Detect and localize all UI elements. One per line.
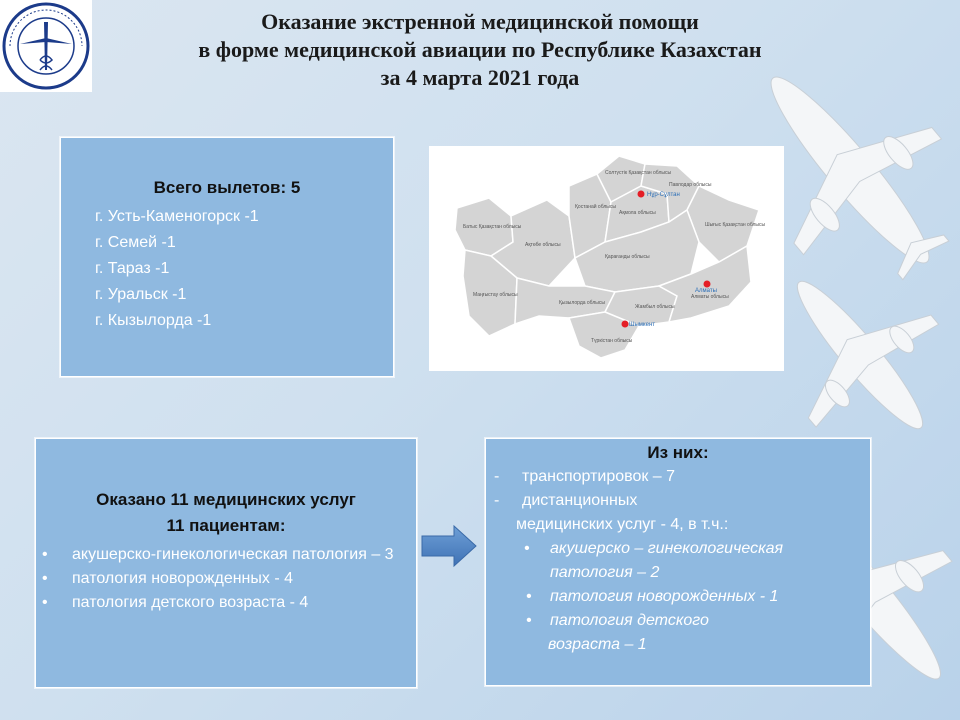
dash-icon: - — [494, 492, 500, 509]
list-item — [486, 585, 870, 609]
flight-city-4: г. Уральск -1 — [95, 286, 187, 303]
list-item — [36, 543, 416, 567]
flights-heading: Всего вылетов: 5 — [153, 178, 301, 197]
map-label-zko: Батыс Қазақстан облысы — [463, 224, 522, 230]
map-marker-nursultan — [638, 191, 645, 198]
map-label-kyzylorda: Қызылорда облысы — [559, 300, 605, 306]
flight-city-5: г. Кызылорда -1 — [95, 312, 212, 329]
map-label-pavlodar: Павлодар облысы — [669, 182, 712, 188]
map-label-mangystau: Маңғыстау облысы — [473, 292, 518, 298]
remote-text-line-2: медицинских услуг - 4, в т.ч.: — [516, 516, 729, 533]
bullet-icon: • — [526, 612, 532, 629]
map-label-karaganda: Қарағанды облысы — [605, 254, 650, 260]
map-label-akmola: Ақмола облысы — [619, 210, 656, 216]
transport-text: транспортировок – 7 — [522, 468, 676, 485]
map-city-almaty: Алматы — [695, 288, 717, 294]
bullet-icon: • — [42, 570, 48, 587]
title-line-2: в форме медицинской авиации по Республике Казахстан — [198, 37, 762, 62]
map-label-aktobe: Ақтөбе облысы — [525, 242, 561, 248]
service-item-3: патология детского возраста - 4 — [72, 594, 309, 611]
bullet-icon: • — [526, 588, 532, 605]
flight-city-2: г. Семей -1 — [95, 234, 176, 251]
page-title — [110, 8, 850, 92]
remote-row — [486, 489, 870, 513]
services-list — [36, 543, 416, 615]
transport-row — [486, 465, 870, 489]
flights-summary-box — [60, 137, 394, 377]
sub-item-1-line-2: патология – 2 — [550, 564, 660, 581]
service-item-2: патология новорожденных - 4 — [72, 570, 293, 587]
list-item — [36, 567, 416, 591]
sub-item-2: патология новорожденных - 1 — [550, 588, 779, 605]
airplane-image-middle — [760, 260, 960, 450]
service-item-1: акушерско-гинекологическая патология – 3 — [72, 546, 394, 563]
breakdown-box — [485, 438, 871, 686]
list-item — [486, 609, 870, 633]
map-label-zhambyl: Жамбыл облысы — [635, 304, 675, 310]
list-item — [486, 537, 870, 561]
bullet-icon: • — [42, 594, 48, 611]
bullet-icon: • — [524, 540, 530, 557]
map-city-shymkent: Шымкент — [629, 322, 656, 328]
map-city-nursultan: Нұр-Сұлтан — [647, 192, 680, 198]
map-label-kostanay: Қостанай облысы — [575, 204, 616, 210]
right-arrow-icon — [420, 524, 478, 568]
kazakhstan-map — [429, 146, 784, 371]
map-marker-almaty — [704, 281, 711, 288]
map-label-turkestan: Түркістан облысы — [591, 338, 633, 344]
sub-item-3-line-2: возраста – 1 — [548, 636, 647, 653]
flight-city-3: г. Тараз -1 — [95, 260, 170, 277]
services-heading-line-1: Оказано 11 медицинских услуг — [96, 490, 356, 509]
map-label-almaty-obl: Алматы облысы — [691, 294, 729, 300]
breakdown-heading: Из них: — [647, 443, 709, 462]
sub-item-3-line-1: патология детского — [550, 612, 709, 629]
title-line-1: Оказание экстренной медицинской помощи — [261, 9, 699, 34]
bullet-icon: • — [42, 546, 48, 563]
map-marker-shymkent — [622, 321, 629, 328]
map-label-sko: Солтүстік Қазақстан облысы — [605, 170, 672, 176]
remote-text-line-1: дистанционных — [522, 492, 638, 509]
dash-icon: - — [494, 468, 500, 485]
services-summary-box — [35, 438, 417, 688]
list-item — [36, 591, 416, 615]
title-line-3: за 4 марта 2021 года — [380, 65, 580, 90]
services-heading-line-2: 11 пациентам: — [166, 516, 286, 535]
emergency-medical-care-logo — [0, 0, 92, 92]
map-label-vko: Шығыс Қазақстан облысы — [705, 222, 766, 228]
flight-city-1: г. Усть-Каменогорск -1 — [95, 208, 259, 225]
sub-item-1-line-1: акушерско – гинекологическая — [550, 540, 784, 557]
